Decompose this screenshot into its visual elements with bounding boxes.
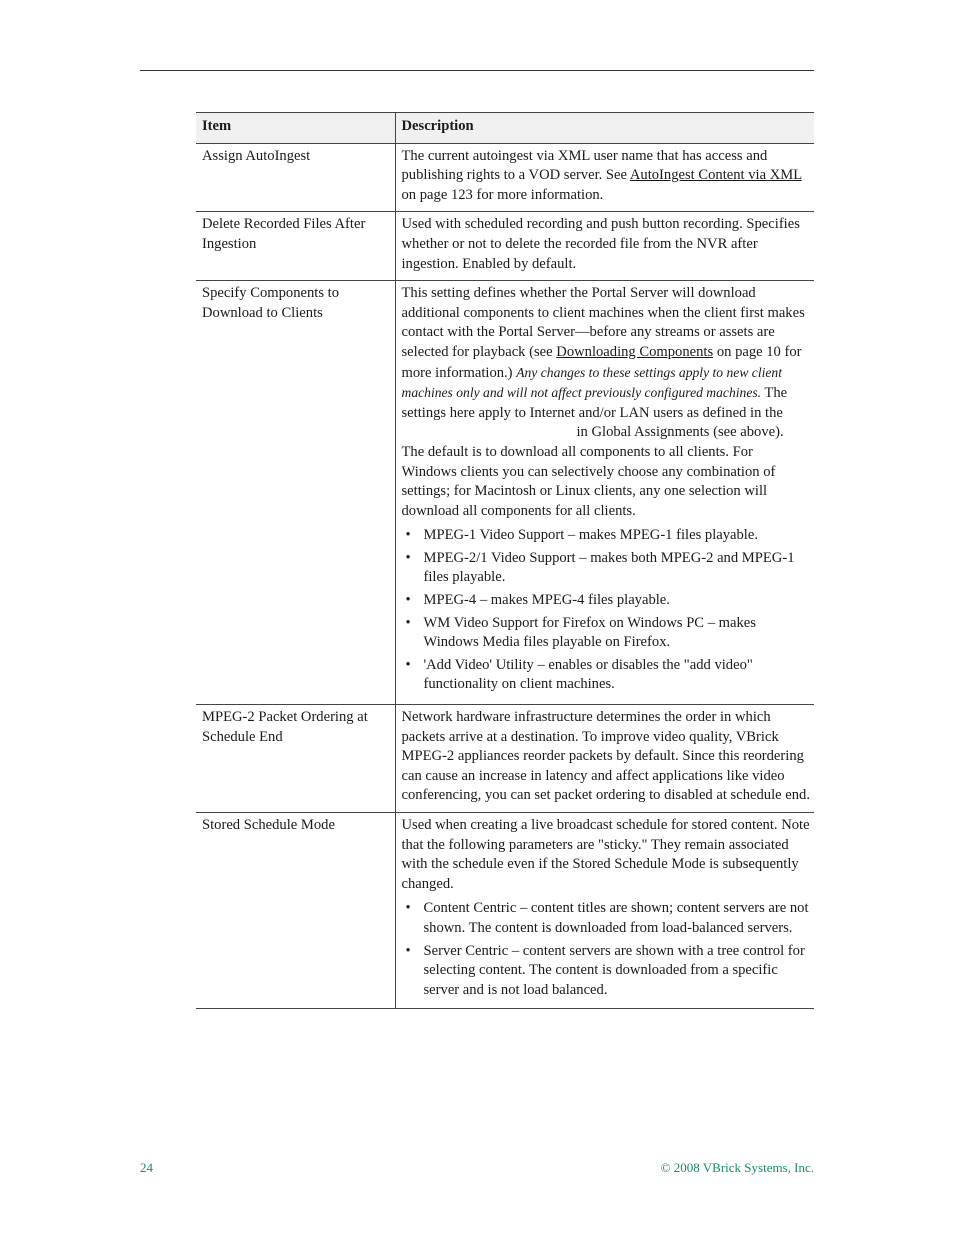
page-number: 24 xyxy=(140,1160,153,1175)
list-item xyxy=(402,526,811,546)
list-item xyxy=(402,942,811,1001)
bullet-list xyxy=(402,899,811,1000)
description-paragraph xyxy=(402,284,811,423)
list-item xyxy=(402,656,811,695)
table-row xyxy=(196,705,814,813)
bullet-icon: • xyxy=(405,900,411,917)
description-paragraph: Used when creating a live broadcast schedule for stored content. Note that the following parameters are "sticky." They remain associated with the schedule even if the Stored Schedule Mode is subsequently changed. xyxy=(401,817,810,892)
item-cell: Specify Components to Download to Clients xyxy=(196,281,395,705)
item-cell: Delete Recorded Files After Ingestion xyxy=(196,212,395,281)
list-item xyxy=(402,614,811,653)
bullet-icon: • xyxy=(405,592,411,609)
table-row xyxy=(196,281,814,705)
list-item xyxy=(402,899,811,938)
list-item-text: MPEG-1 Video Support – makes MPEG-1 files playable. xyxy=(423,527,758,544)
description-cell xyxy=(395,281,814,705)
bullet-list xyxy=(402,526,811,695)
item-cell: Stored Schedule Mode xyxy=(196,813,395,1009)
description-text: The current autoingest via XML user name that has access and publishing rights to a VOD server. See xyxy=(401,147,768,184)
settings-table xyxy=(196,112,814,1009)
list-item-text: 'Add Video' Utility – enables or disables the "add video" functionality on client machines. xyxy=(423,656,753,693)
list-item-text: WM Video Support for Firefox on Windows PC – makes Windows Media files playable on Firefox. xyxy=(423,614,756,651)
description-cell: Used with scheduled recording and push button recording. Specifies whether or not to delete the recorded file from the NVR after ingestion. Enabled by default. xyxy=(395,212,814,281)
item-cell: Assign AutoIngest xyxy=(196,143,395,212)
description-text: on page 10 for more information.) xyxy=(401,343,802,381)
bullet-icon: • xyxy=(405,656,411,673)
description-paragraph: The default is to download all components to all clients. For Windows clients you can selectively choose any combination of settings; for Macintosh or Linux clients, any one selection will download all components for all clients. xyxy=(401,443,776,519)
top-rule xyxy=(140,70,814,71)
table-row xyxy=(196,143,814,212)
autoingest-link[interactable]: AutoIngest Content via XML xyxy=(629,167,802,184)
list-item-text: Server Centric – content servers are shown with a tree control for selecting content. The content is downloaded from a specific server and is not load balanced. xyxy=(423,942,805,998)
table-row xyxy=(196,212,814,281)
description-cell: Network hardware infrastructure determines the order in which packets arrive at a destination. To improve video quality, VBrick MPEG-2 appliances reorder packets by default. Since this reordering can cause an increase in latency and affect applications like video conferencing, you can set packet ordering to disabled at schedule end. xyxy=(395,705,814,813)
list-item-text: MPEG-4 – makes MPEG-4 files playable. xyxy=(423,592,670,609)
bullet-icon: • xyxy=(405,527,411,544)
table-row xyxy=(196,813,814,1009)
bullet-icon: • xyxy=(405,614,411,631)
column-header-description: Description xyxy=(395,113,814,144)
bullet-icon: • xyxy=(405,549,411,566)
description-continuation: in Global Assignments (see above). xyxy=(576,424,784,441)
description-text: This setting defines whether the Portal Server will download additional components to client machines when the client first makes contact with the Portal Server—before any streams or assets are selected for playback (see xyxy=(401,285,805,360)
copyright-notice: © 2008 VBrick Systems, Inc. xyxy=(660,1160,814,1175)
description-text: The settings here apply to Internet and/or LAN users as defined in the xyxy=(401,385,788,421)
table-header-row xyxy=(196,113,814,144)
column-header-item: Item xyxy=(196,113,395,144)
list-item xyxy=(402,591,811,611)
description-cell xyxy=(395,143,814,212)
description-cell xyxy=(395,813,814,1009)
italic-note: Any changes to these settings apply to new client machines only and will not affect previously configured machines. xyxy=(401,364,782,401)
downloading-components-link[interactable]: Downloading Components xyxy=(556,343,714,360)
list-item-text: MPEG-2/1 Video Support – makes both MPEG-2 and MPEG-1 files playable. xyxy=(423,549,795,586)
item-cell: MPEG-2 Packet Ordering at Schedule End xyxy=(196,705,395,813)
description-text: on page 123 for more information. xyxy=(401,186,604,203)
list-item-text: Content Centric – content titles are shown; content servers are not shown. The content is downloaded from load-balanced servers. xyxy=(423,900,809,936)
bullet-icon: • xyxy=(405,942,411,959)
list-item xyxy=(402,549,811,588)
